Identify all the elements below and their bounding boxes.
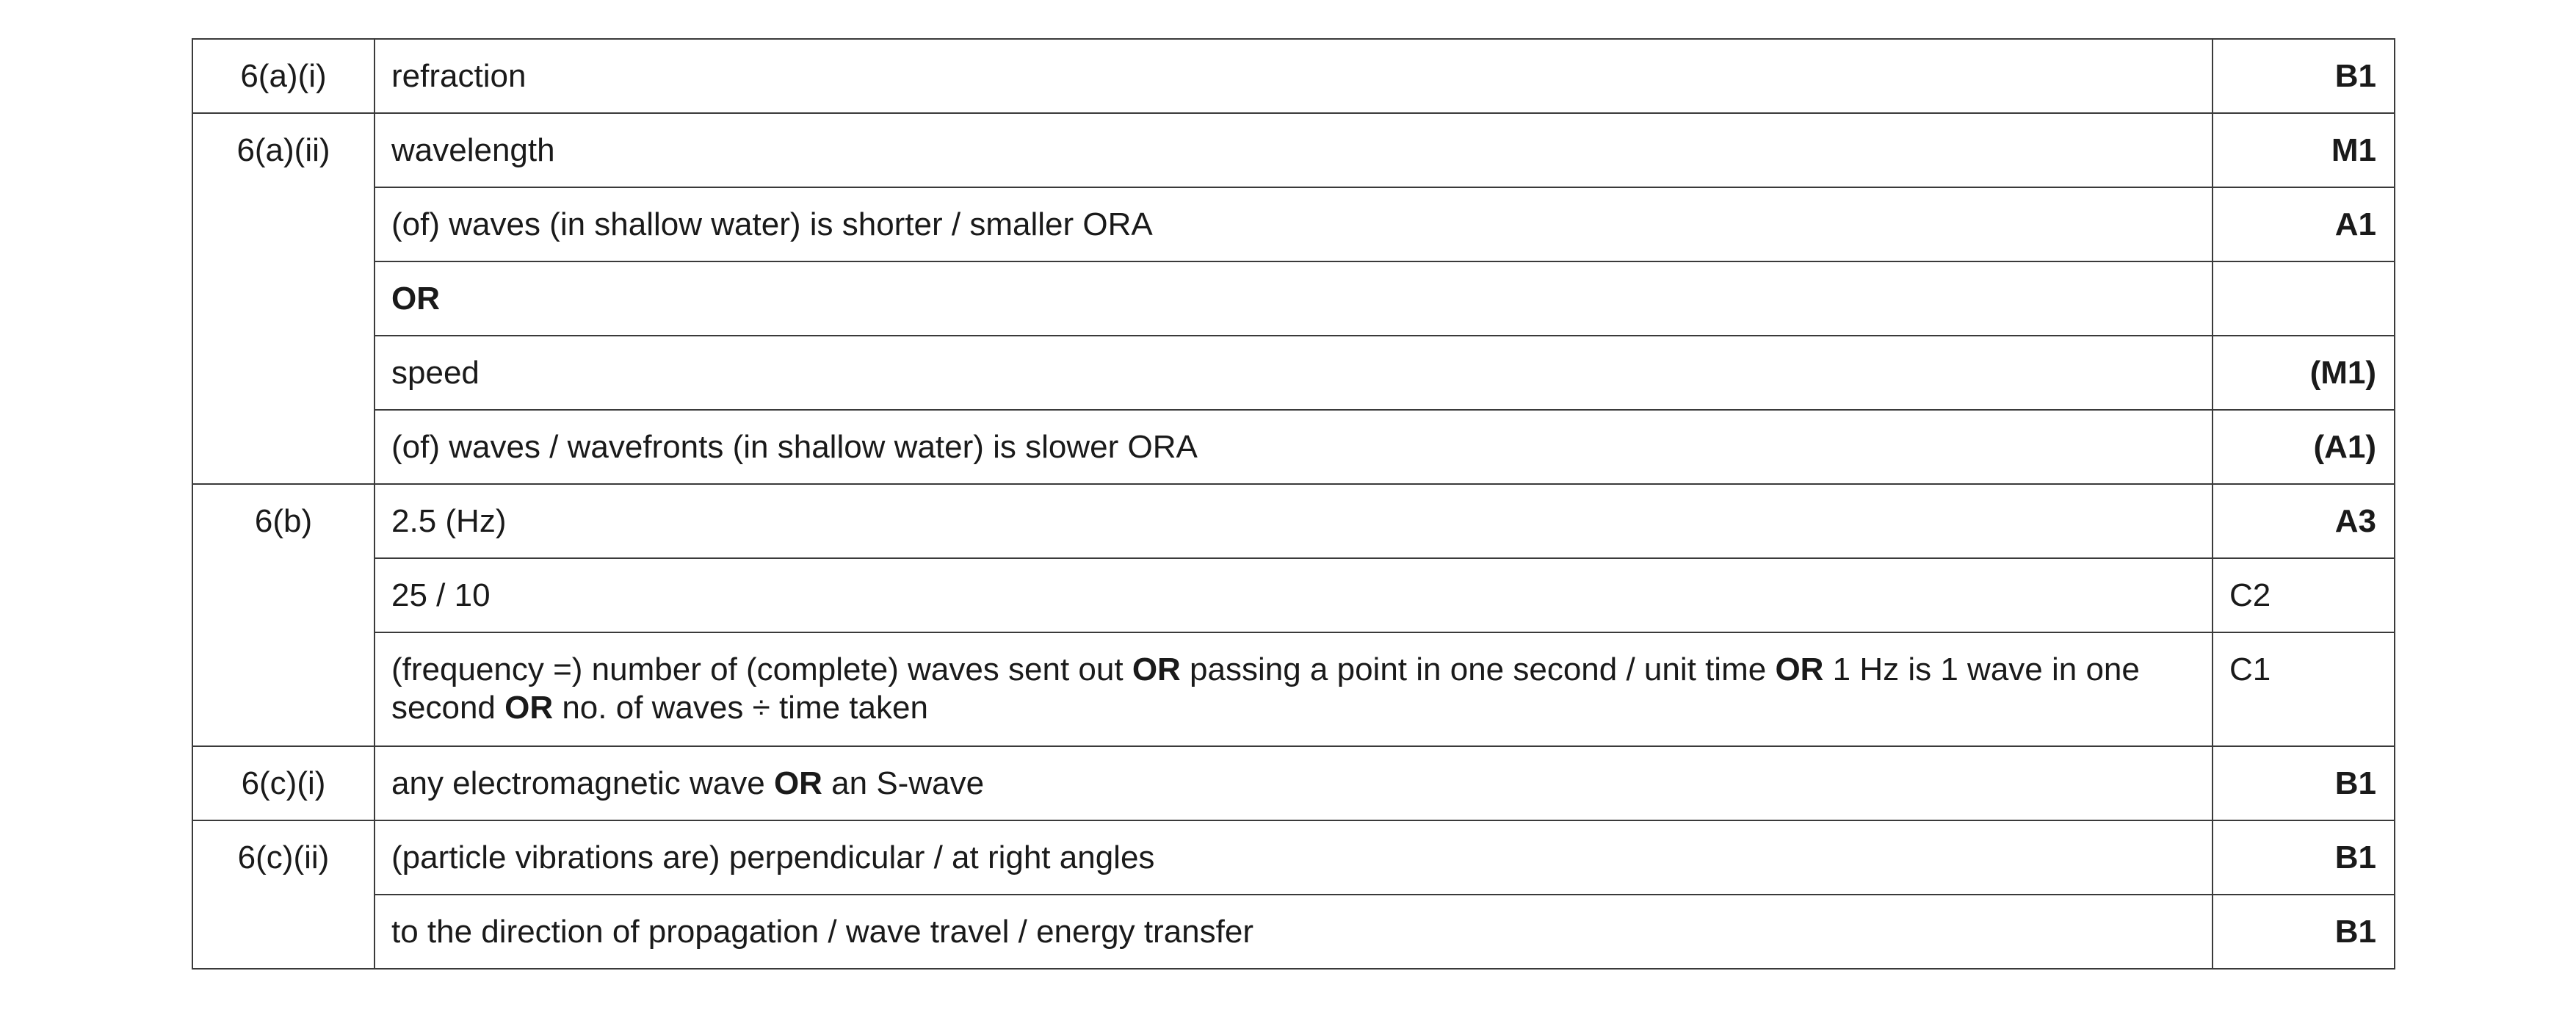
table-row	[192, 336, 2395, 410]
mark-cell: C2	[2213, 558, 2395, 632]
table-row	[192, 410, 2395, 484]
mark-cell: (M1)	[2213, 336, 2395, 410]
answer-cell: speed	[375, 336, 2213, 410]
mark-cell: C1	[2213, 632, 2395, 746]
answer-text: (frequency =) number of (complete) waves sent out	[391, 651, 1132, 687]
question-number: 6(c)(i)	[192, 746, 375, 820]
mark-cell: B1	[2213, 39, 2395, 113]
question-number: 6(c)(ii)	[192, 820, 375, 969]
question-number: 6(a)(ii)	[192, 113, 375, 484]
answer-text: an S-wave	[822, 765, 985, 801]
table-row	[192, 558, 2395, 632]
answer-cell: 2.5 (Hz)	[375, 484, 2213, 558]
answer-cell: 25 / 10	[375, 558, 2213, 632]
mark-cell: B1	[2213, 746, 2395, 820]
mark-cell: A1	[2213, 187, 2395, 261]
answer-cell	[375, 261, 2213, 336]
answer-text: 1 Hz is 1 wave in one second	[391, 651, 2140, 726]
answer-cell	[375, 632, 2213, 746]
or-connector: OR	[391, 280, 440, 317]
question-number: 6(b)	[192, 484, 375, 746]
or-connector: OR	[1132, 651, 1181, 687]
mark-cell: A3	[2213, 484, 2395, 558]
answer-cell: to the direction of propagation / wave travel / energy transfer	[375, 895, 2213, 969]
mark-cell	[2213, 261, 2395, 336]
or-connector: OR	[504, 690, 554, 726]
answer-cell: wavelength	[375, 113, 2213, 187]
table-row	[192, 820, 2395, 895]
question-number: 6(a)(i)	[192, 39, 375, 113]
answer-cell	[375, 746, 2213, 820]
mark-cell: B1	[2213, 895, 2395, 969]
mark-cell: M1	[2213, 113, 2395, 187]
answer-cell: refraction	[375, 39, 2213, 113]
mark-cell: (A1)	[2213, 410, 2395, 484]
or-connector: OR	[1775, 651, 1824, 687]
table-row	[192, 113, 2395, 187]
table-row	[192, 261, 2395, 336]
table-row	[192, 484, 2395, 558]
answer-text: no. of waves ÷ time taken	[553, 690, 928, 726]
table-row	[192, 746, 2395, 820]
answer-text: any electromagnetic wave	[391, 765, 774, 801]
mark-cell: B1	[2213, 820, 2395, 895]
table-row	[192, 632, 2395, 746]
answer-cell: (particle vibrations are) perpendicular / at right angles	[375, 820, 2213, 895]
answer-cell: (of) waves (in shallow water) is shorter / smaller ORA	[375, 187, 2213, 261]
table-row	[192, 895, 2395, 969]
table-row	[192, 39, 2395, 113]
mark-scheme-table	[192, 38, 2395, 970]
or-connector: OR	[773, 765, 822, 801]
table-row	[192, 187, 2395, 261]
answer-cell: (of) waves / wavefronts (in shallow water) is slower ORA	[375, 410, 2213, 484]
answer-text: passing a point in one second / unit time	[1180, 651, 1776, 687]
